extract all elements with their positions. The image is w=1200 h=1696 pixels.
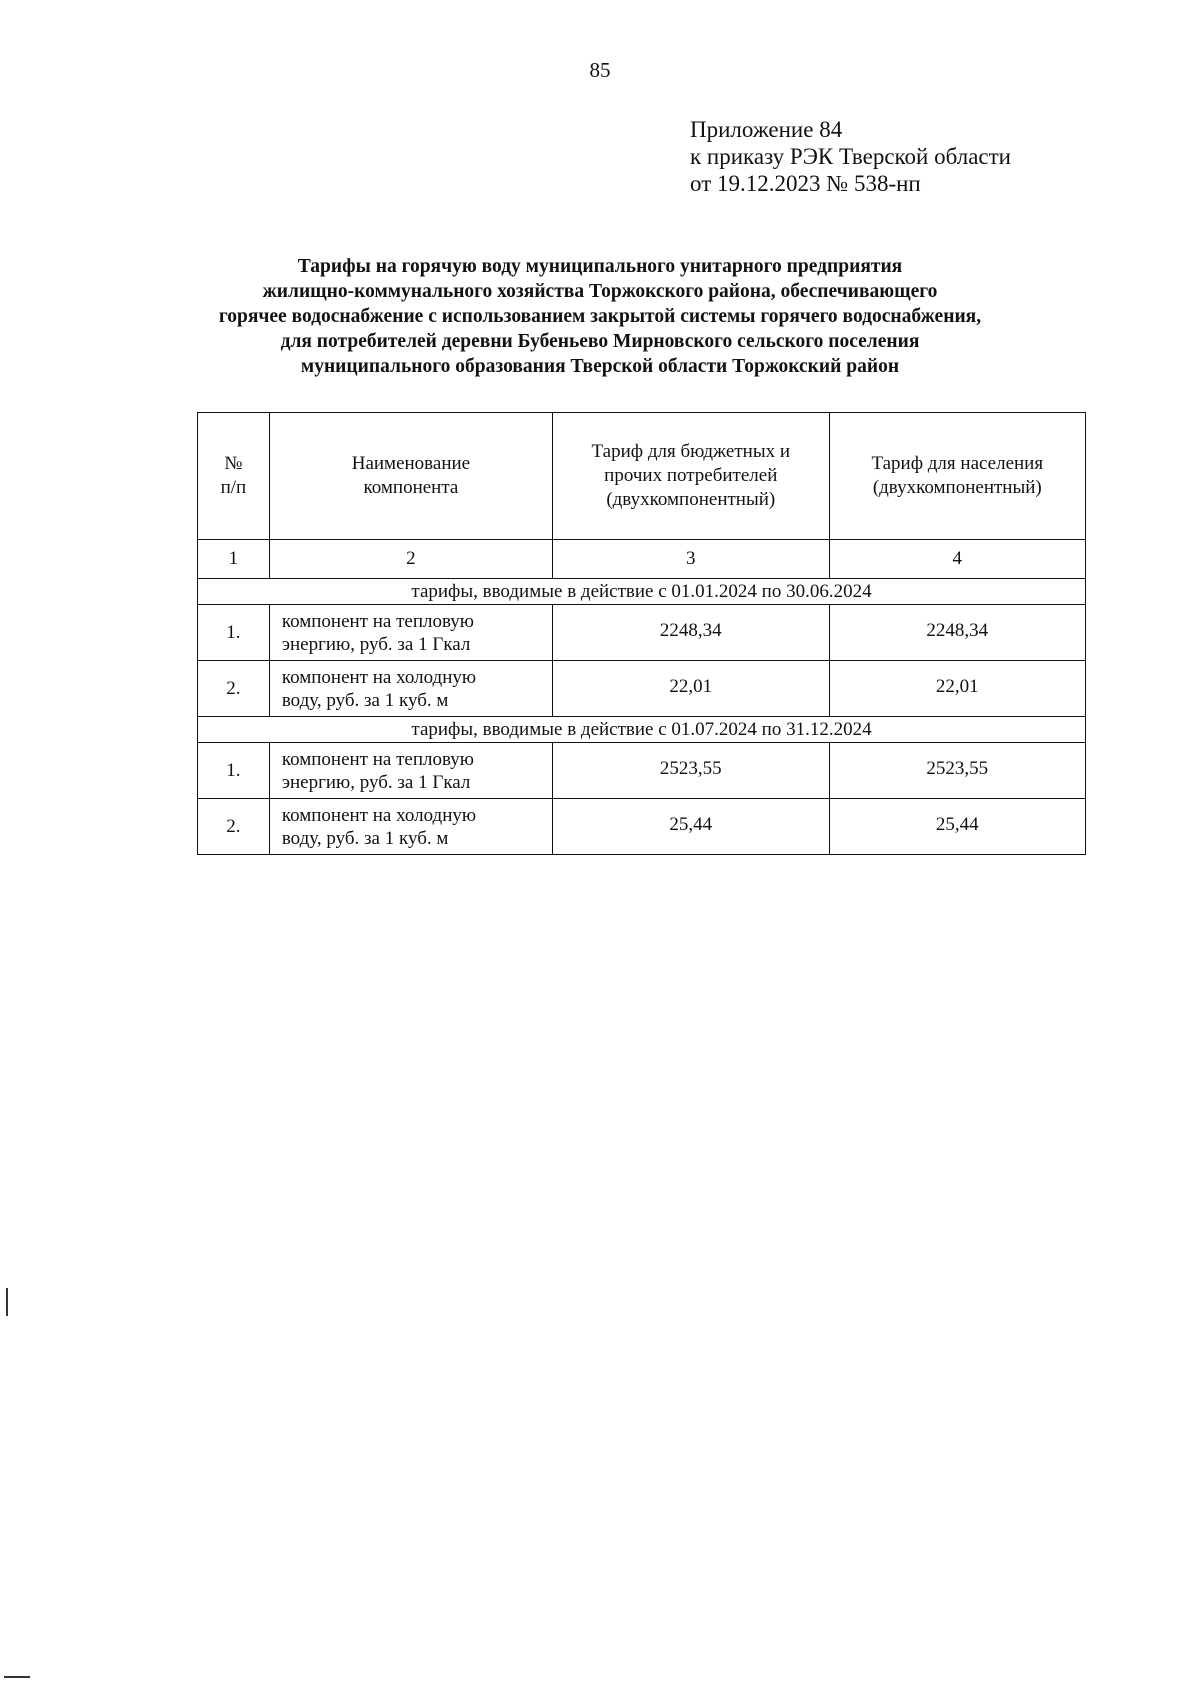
period-label: тарифы, вводимые в действие с 01.01.2024 по 30.06.2024: [198, 579, 1086, 605]
title-line: муниципального образования Тверской области Торжокский район: [300, 356, 900, 377]
row-num: 2.: [198, 661, 270, 717]
column-number: 3: [553, 540, 830, 579]
document-title: [120, 254, 1080, 379]
header-population: Тариф для населения (двухкомпонентный): [829, 413, 1085, 540]
appendix-line: к приказу РЭК Тверской области: [690, 144, 1011, 169]
title-line: горячее водоснабжение с использованием закрытой системы горячего водоснабжения,: [218, 306, 982, 327]
page-number: 85: [589, 58, 611, 82]
row-budget-value: 2248,34: [553, 605, 830, 661]
title-line: Тарифы на горячую воду муниципального унитарного предприятия: [297, 256, 903, 277]
table-row: [198, 743, 1086, 799]
table-header-row: [198, 413, 1086, 540]
row-population-value: 22,01: [829, 661, 1085, 717]
table-row: [198, 799, 1086, 855]
row-budget-value: 22,01: [553, 661, 830, 717]
row-population-value: 25,44: [829, 799, 1085, 855]
header-budget: Тариф для бюджетных и прочих потребителей (двухкомпонентный): [553, 413, 830, 540]
appendix-line: Приложение 84: [690, 117, 843, 142]
column-number: 1: [198, 540, 270, 579]
header-num: № п/п: [198, 413, 270, 540]
row-budget-value: 25,44: [553, 799, 830, 855]
appendix-line: от 19.12.2023 № 538-нп: [690, 171, 921, 196]
column-number: 2: [269, 540, 552, 579]
row-population-value: 2523,55: [829, 743, 1085, 799]
tariff-table: [197, 412, 1086, 855]
row-name: компонент на тепловую энергию, руб. за 1 Гкал: [269, 743, 552, 799]
row-name: компонент на холодную воду, руб. за 1 куб. м: [269, 661, 552, 717]
period-label: тарифы, вводимые в действие с 01.07.2024 по 31.12.2024: [198, 717, 1086, 743]
row-population-value: 2248,34: [829, 605, 1085, 661]
row-num: 2.: [198, 799, 270, 855]
row-num: 1.: [198, 743, 270, 799]
column-number-row: [198, 540, 1086, 579]
column-number: 4: [829, 540, 1085, 579]
period-row: [198, 717, 1086, 743]
row-num: 1.: [198, 605, 270, 661]
period-row: [198, 579, 1086, 605]
scan-margin-mark: [4, 1676, 30, 1678]
table-row: [198, 605, 1086, 661]
scan-margin-mark: [6, 1288, 8, 1316]
title-line: жилищно-коммунального хозяйства Торжокского района, обеспечивающего: [262, 281, 938, 302]
table-row: [198, 661, 1086, 717]
title-line: для потребителей деревни Бубеньево Мирновского сельского поселения: [280, 331, 920, 352]
header-name: Наименование компонента: [269, 413, 552, 540]
row-budget-value: 2523,55: [553, 743, 830, 799]
row-name: компонент на холодную воду, руб. за 1 куб. м: [269, 799, 552, 855]
appendix-reference: [690, 116, 1011, 197]
row-name: компонент на тепловую энергию, руб. за 1 Гкал: [269, 605, 552, 661]
